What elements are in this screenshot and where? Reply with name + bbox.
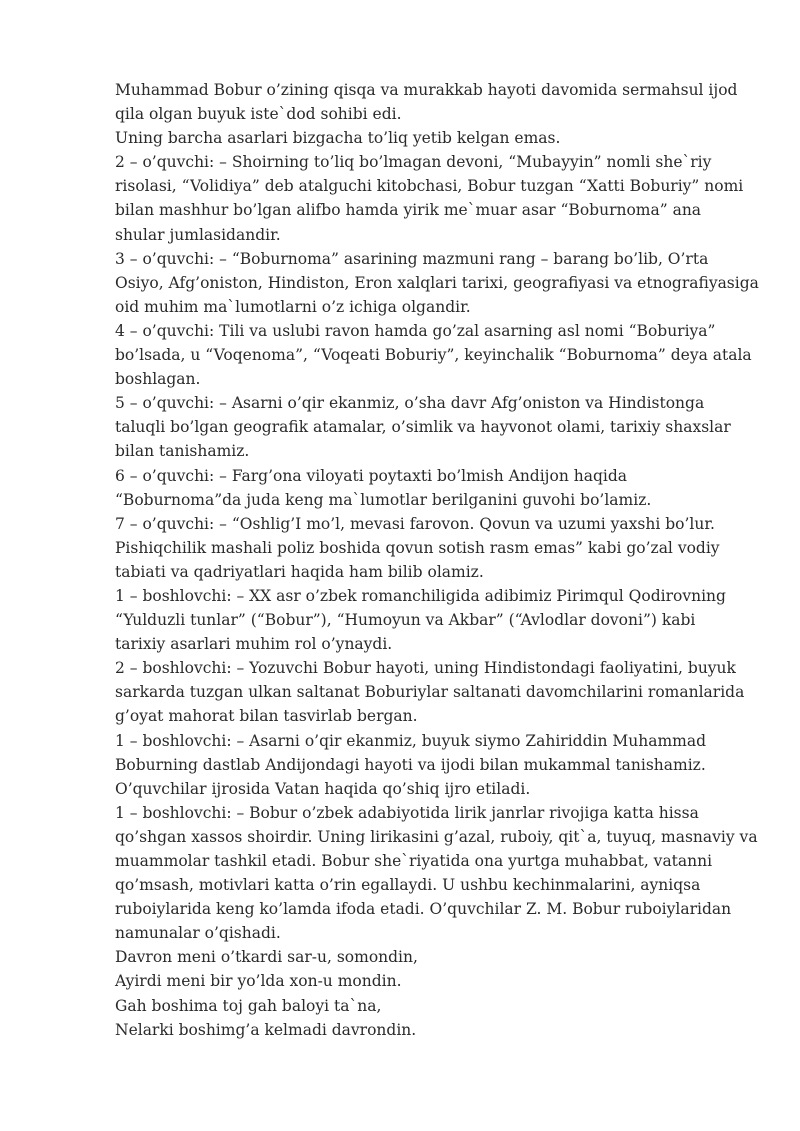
text-line: 1 – boshlovchi: – XX asr o’zbek romanchiligida adibimiz Pirimqul Qodirovning (115, 586, 726, 605)
poem-line: Gah boshima toj gah baloyi ta`na, (115, 996, 382, 1015)
text-line: qila olgan buyuk iste`dod sohibi edi. (115, 105, 402, 124)
text-line: namunalar o’qishadi. (115, 924, 281, 943)
text-line: taluqli bo’lgan geografik atamalar, o’simlik va hayvonot olami, tarixiy shaxslar (115, 418, 731, 437)
text-line: Osiyo, Afg’oniston, Hindiston, Eron xalqlari tarixi, geografiyasi va etnografiyasiga (115, 273, 759, 292)
document-body (115, 78, 759, 1042)
text-line: shular jumlasidandir. (115, 225, 281, 244)
text-line: tarixiy asarlari muhim rol o’ynaydi. (115, 635, 393, 654)
text-line: ruboiylarida keng ko’lamda ifoda etadi. O’quvchilar Z. M. Bobur ruboiylaridan (115, 900, 732, 919)
text-line: 2 – boshlovchi: – Yozuvchi Bobur hayoti, uning Hindistondagi faoliyatini, buyuk (115, 659, 736, 678)
text-line: 7 – o’quvchi: – “Oshlig’I mo’l, mevasi farovon. Qovun va uzumi yaxshi bo’lur. (115, 514, 715, 533)
text-line: 4 – o’quvchi: Tili va uslubi ravon hamda go’zal asarning asl nomi “Boburiya” (115, 321, 716, 340)
text-line: Uning barcha asarlari bizgacha to’liq yetib kelgan emas. (115, 129, 561, 148)
text-line: 1 – boshlovchi: – Bobur o’zbek adabiyotida lirik janrlar rivojiga katta hissa (115, 803, 699, 822)
text-line: tabiati va qadriyatlari haqida ham bilib olamiz. (115, 562, 484, 581)
text-line: oid muhim ma`lumotlarni o’z ichiga olgandir. (115, 297, 471, 316)
poem-line: Ayirdi meni bir yo’lda xon-u mondin. (115, 972, 402, 991)
text-line: Muhammad Bobur o’zining qisqa va murakkab hayoti davomida sermahsul ijod (115, 81, 738, 99)
text-line: “Yulduzli tunlar” (“Bobur”), “Humoyun va Akbar” (“Avlodlar dovoni”) kabi (115, 611, 696, 630)
text-line: bilan tanishamiz. (115, 442, 250, 461)
text-line: O’quvchilar ijrosida Vatan haqida qo’shiq ijro etiladi. (115, 779, 531, 798)
poem-line: Davron meni o’tkardi sar-u, somondin, (115, 948, 418, 967)
text-line: 2 – o’quvchi: – Shoirning to’liq bo’lmagan devoni, “Mubayyin” nomli she`riy (115, 153, 712, 172)
text-line: qo’msash, motivlari katta o’rin egallaydi. U ushbu kechinmalarini, ayniqsa (115, 876, 701, 895)
text-line: boshlagan. (115, 370, 201, 389)
text-line: g’oyat mahorat bilan tasvirlab bergan. (115, 707, 418, 726)
text-line: “Boburnoma”da juda keng ma`lumotlar berilganini guvohi bo’lamiz. (115, 490, 652, 509)
text-line: sarkarda tuzgan ulkan saltanat Boburiylar saltanati davomchilarini romanlarida (115, 683, 745, 702)
text-line: 1 – boshlovchi: – Asarni o’qir ekanmiz, buyuk siymo Zahiriddin Muhammad (115, 731, 707, 750)
text-line: 5 – o’quvchi: – Asarni o’qir ekanmiz, o’sha davr Afg’oniston va Hindistonga (115, 394, 705, 413)
text-line: bo’lsada, u “Voqenoma”, “Voqeati Boburiy”, keyinchalik “Boburnoma” deya atala (115, 346, 752, 365)
text-line: muammolar tashkil etadi. Bobur she`riyatida ona yurtga muhabbat, vatanni (115, 852, 713, 870)
text-line: 6 – o’quvchi: – Farg’ona viloyati poytaxti bo’lmish Andijon haqida (115, 466, 627, 485)
text-line: qo’shgan xassos shoirdir. Uning lirikasini g’azal, ruboiy, qit`a, tuyuq, masnaviy va (115, 827, 758, 846)
text-line: bilan mashhur bo’lgan alifbo hamda yirik me`muar asar “Boburnoma” ana (115, 201, 702, 220)
text-line: Pishiqchilik mashali poliz boshida qovun sotish rasm emas” kabi go’zal vodiy (115, 538, 720, 557)
text-line: 3 – o’quvchi: – “Boburnoma” asarining mazmuni rang – barang bo’lib, O’rta (115, 249, 709, 268)
poem-line: Nelarki boshimg’a kelmadi davrondin. (115, 1020, 417, 1039)
text-line: risolasi, “Volidiya” deb atalguchi kitobchasi, Bobur tuzgan “Xatti Boburiy” nomi (115, 177, 744, 196)
text-line: Boburning dastlab Andijondagi hayoti va ijodi bilan mukammal tanishamiz. (115, 755, 706, 774)
